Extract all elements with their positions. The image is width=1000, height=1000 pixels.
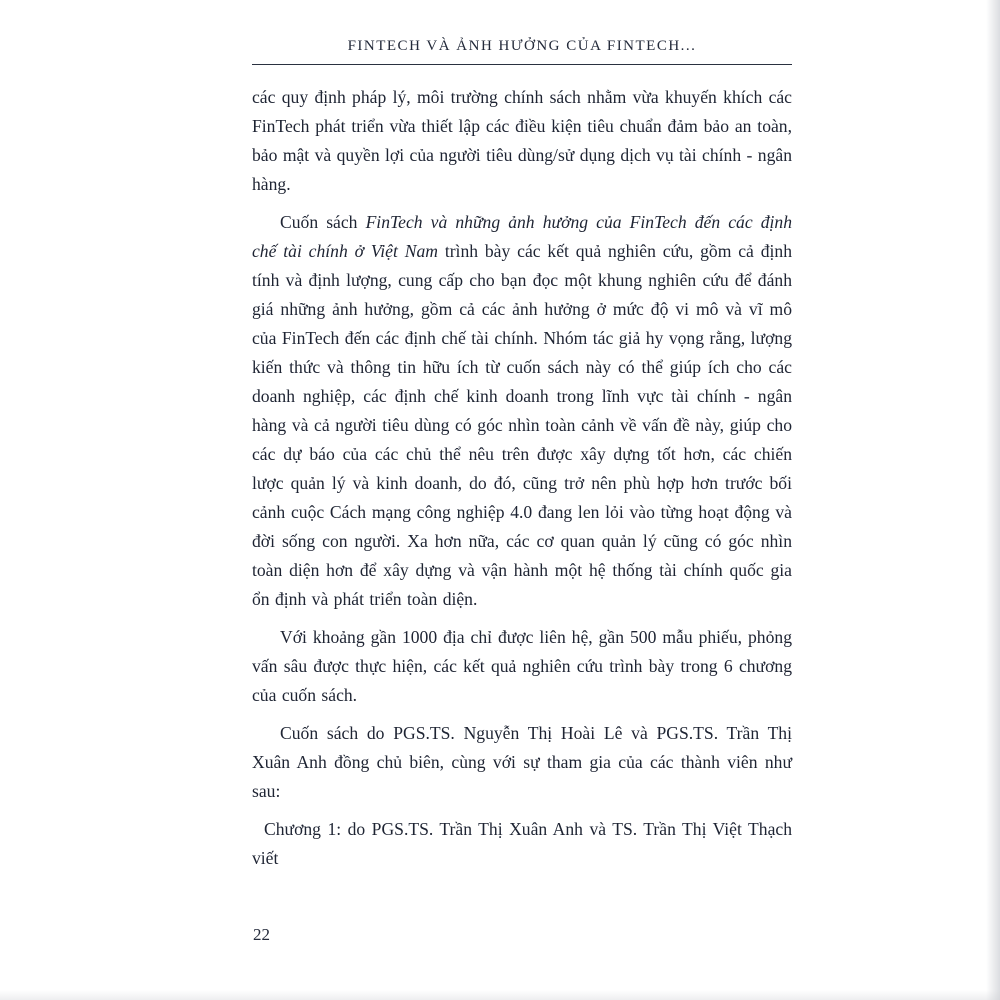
paragraph-2-rest: trình bày các kết quả nghiên cứu, gồm cả định tính và định lượng, cung cấp cho bạn đọc một khung nghiên cứu để đánh giá những ảnh hưởng, gồm cả các ảnh hưởng ở mức độ vi mô và vĩ mô của FinTech đến các định chế tài chính. Nhóm tác giả hy vọng rằng, lượng kiến thức và thông tin hữu ích từ cuốn sách này có thể giúp ích cho các doanh nghiệp, các định chế kinh doanh trong lĩnh vực tài chính - ngân hàng và cả người tiêu dùng có góc nhìn toàn cảnh về vấn đề này, giúp cho các dự báo của các chủ thể nêu trên được xây dựng tốt hơn, các chiến lược quản lý và kinh doanh, do đó, cũng trở nên phù hợp hơn trước bối cảnh cuộc Cách mạng công nghiệp 4.0 đang len lỏi vào từng hoạt động và đời sống con người. Xa hơn nữa, các cơ quan quản lý cũng có góc nhìn toàn diện hơn để xây dựng và vận hành một hệ thống tài chính quốc gia ổn định và phát triển toàn diện. [252, 241, 792, 609]
book-title-italic: FinTech và những ảnh hưởng của FinTech đến các định chế tài chính ở Việt Nam [252, 212, 792, 261]
running-head: FINTECH VÀ ẢNH HƯỞNG CỦA FINTECH... [347, 38, 697, 54]
paragraph-5: Chương 1: do PGS.TS. Trần Thị Xuân Anh và TS. Trần Thị Việt Thạch viết [252, 819, 792, 868]
page-body-text [252, 83, 792, 873]
book-page [252, 38, 792, 882]
scan-page-right-edge [986, 0, 1000, 1000]
paragraph-2 [252, 208, 792, 614]
paragraph-1: các quy định pháp lý, môi trường chính sách nhằm vừa khuyến khích các FinTech phát triển vừa thiết lập các điều kiện tiêu chuẩn đảm bảo an toàn, bảo mật và quyền lợi của người tiêu dùng/sử dụng dịch vụ tài chính - ngân hàng. [252, 87, 792, 194]
paragraph-2-lead: Cuốn sách [280, 212, 366, 232]
page-number: 22 [253, 925, 270, 944]
paragraph-3: Với khoảng gần 1000 địa chỉ được liên hệ, gần 500 mẫu phiếu, phỏng vấn sâu được thực hiện, các kết quả nghiên cứu trình bày trong 6 chương của cuốn sách. [252, 627, 792, 705]
scan-page-bottom-edge [0, 990, 1000, 1000]
header-divider [252, 64, 792, 65]
paragraph-4: Cuốn sách do PGS.TS. Nguyễn Thị Hoài Lê và PGS.TS. Trần Thị Xuân Anh đồng chủ biên, cùng với sự tham gia của các thành viên như sau: [252, 723, 792, 801]
